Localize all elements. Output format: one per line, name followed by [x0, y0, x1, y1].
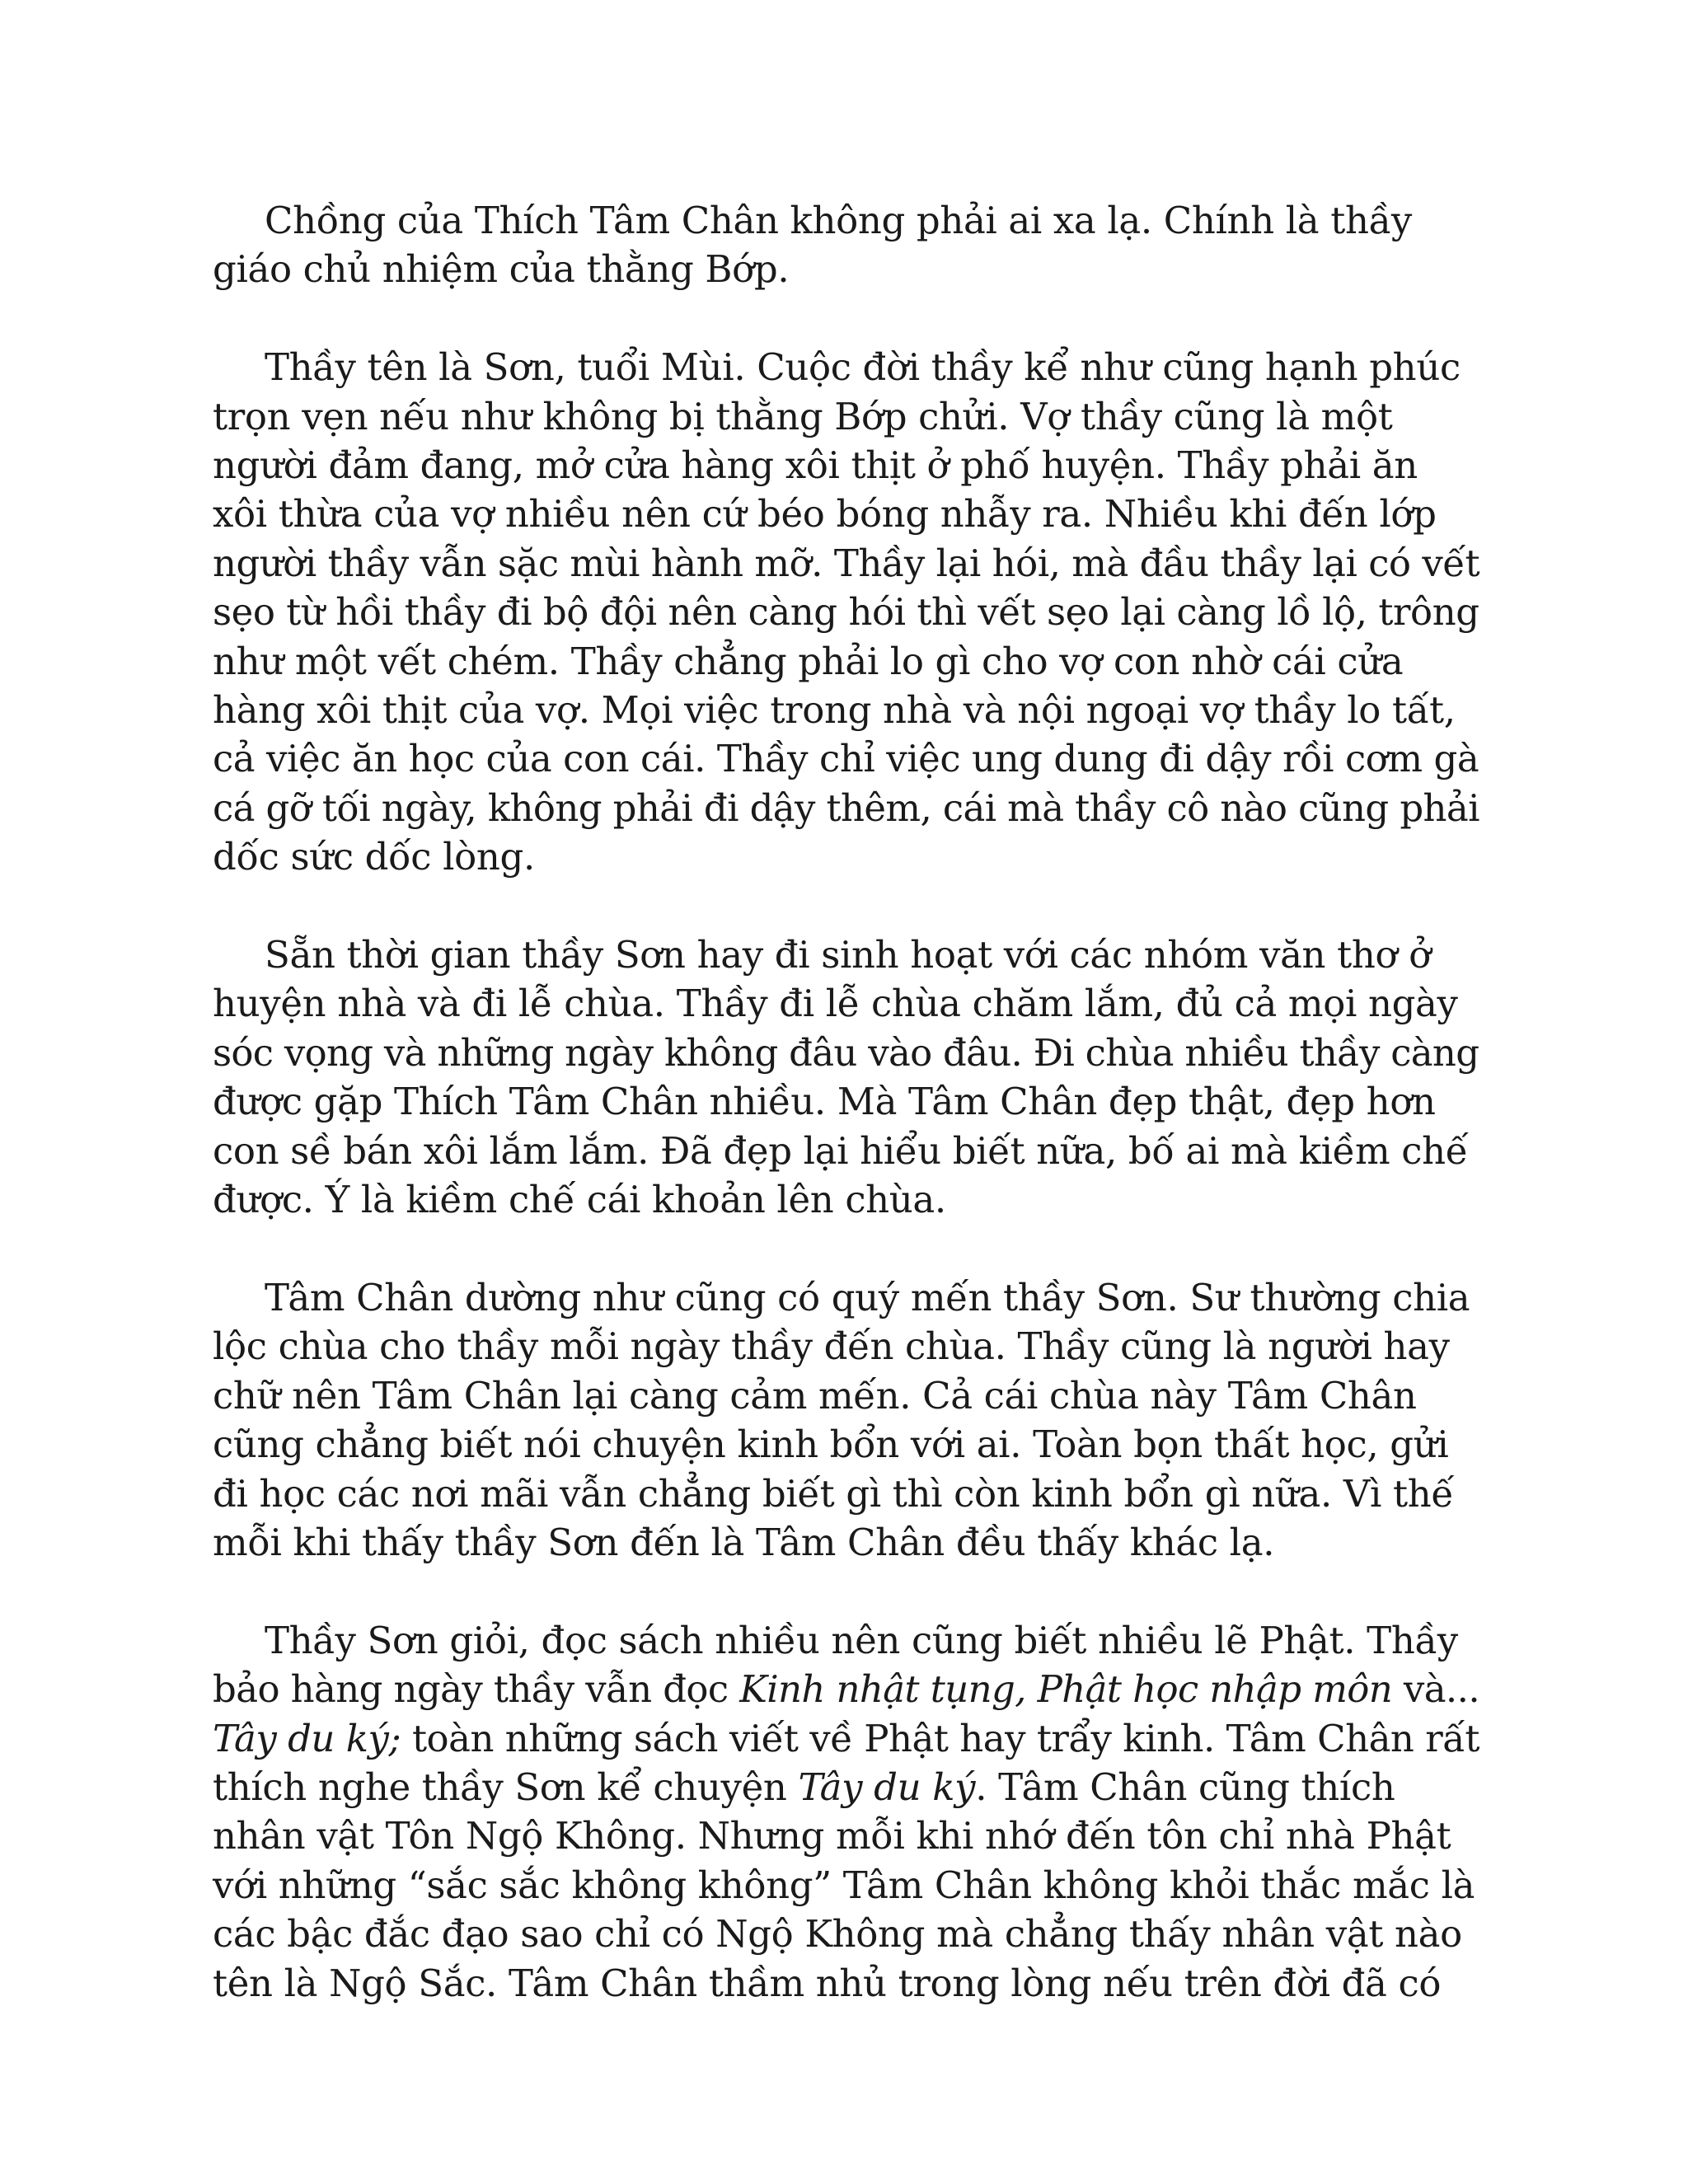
text-line	[213, 1714, 1482, 1763]
text-line	[213, 1175, 1482, 1224]
text-segment: các bậc đắc đạo sao chỉ có Ngộ Không mà chẳng thấy nhân vật nào	[213, 1912, 1462, 1957]
text-line	[213, 1127, 1482, 1175]
text-line	[213, 1420, 1482, 1469]
text-segment: hàng xôi thịt của vợ. Mọi việc trong nhà và nội ngoại vợ thầy lo tất,	[213, 688, 1456, 733]
text-line	[213, 832, 1482, 881]
text-line	[213, 1763, 1482, 1811]
text-segment: trọn vẹn nếu như không bị thằng Bớp chửi. Vợ thầy cũng là một	[213, 394, 1393, 438]
paragraph-4	[213, 1273, 1482, 1567]
italic-title: Tây du ký;	[213, 1716, 401, 1760]
text-line	[213, 784, 1482, 832]
text-segment: sẹo từ hồi thầy đi bộ đội nên càng hói thì vết sẹo lại càng lồ lộ, trông	[213, 590, 1479, 635]
italic-title: Kinh nhật tụng, Phật học nhập môn	[739, 1667, 1393, 1712]
text-line	[213, 1469, 1482, 1518]
text-line	[213, 1665, 1482, 1713]
text-segment: với những “sắc sắc không không” Tâm Chân không khỏi thắc mắc là	[213, 1863, 1475, 1907]
text-segment: cả việc ăn học của con cái. Thầy chỉ việc ung dung đi dậy rồi cơm gà	[213, 737, 1479, 781]
text-line	[213, 1273, 1482, 1322]
text-segment: và...	[1392, 1667, 1480, 1712]
paragraph-3	[213, 930, 1482, 1224]
text-segment: chữ nên Tâm Chân lại càng cảm mến. Cả cái chùa này Tâm Chân	[213, 1373, 1417, 1418]
text-segment: thích nghe thầy Sơn kể chuyện	[213, 1765, 799, 1809]
text-line	[213, 196, 1482, 245]
text-line	[213, 1371, 1482, 1420]
text-line	[213, 1861, 1482, 1910]
text-line	[213, 1077, 1482, 1126]
text-segment: huyện nhà và đi lễ chùa. Thầy đi lễ chùa chăm lắm, đủ cả mọi ngày	[213, 982, 1458, 1026]
text-line	[213, 1616, 1482, 1665]
text-segment: toàn những sách viết về Phật hay trẩy kinh. Tâm Chân rất	[401, 1716, 1479, 1760]
text-segment: bảo hàng ngày thầy vẫn đọc	[213, 1667, 740, 1712]
text-line	[213, 1322, 1482, 1371]
text-segment: được. Ý là kiềm chế cái khoản lên chùa.	[213, 1178, 946, 1222]
text-line	[213, 979, 1482, 1028]
text-line	[213, 1910, 1482, 1958]
text-line	[213, 1811, 1482, 1860]
text-segment: người đảm đang, mở cửa hàng xôi thịt ở phố huyện. Thầy phải ăn	[213, 443, 1418, 488]
text-segment: lộc chùa cho thầy mỗi ngày thầy đến chùa. Thầy cũng là người hay	[213, 1324, 1450, 1369]
text-segment: được gặp Thích Tâm Chân nhiều. Mà Tâm Chân đẹp thật, đẹp hơn	[213, 1080, 1436, 1124]
text-line	[213, 588, 1482, 636]
text-segment: Thầy tên là Sơn, tuổi Mùi. Cuộc đời thầy kể như cũng hạnh phúc	[265, 345, 1461, 390]
text-line	[213, 1518, 1482, 1567]
paragraph-2	[213, 343, 1482, 881]
text-line	[213, 245, 1482, 293]
text-line	[213, 1959, 1482, 2008]
text-line	[213, 343, 1482, 391]
text-line	[213, 490, 1482, 538]
text-segment: cá gỡ tối ngày, không phải đi dậy thêm, cái mà thầy cô nào cũng phải	[213, 785, 1479, 830]
italic-title: Tây du ký	[798, 1765, 976, 1809]
text-segment: cũng chẳng biết nói chuyện kinh bổn với ai. Toàn bọn thất học, gửi	[213, 1422, 1449, 1467]
text-segment: đi học các nơi mãi vẫn chẳng biết gì thì còn kinh bổn gì nữa. Vì thế	[213, 1471, 1454, 1516]
text-segment: Thầy Sơn giỏi, đọc sách nhiều nên cũng biết nhiều lẽ Phật. Thầy	[265, 1618, 1458, 1662]
text-segment: nhân vật Tôn Ngộ Không. Nhưng mỗi khi nhớ đến tôn chỉ nhà Phật	[213, 1814, 1451, 1858]
text-segment: dốc sức dốc lòng.	[213, 835, 535, 879]
text-segment: tên là Ngộ Sắc. Tâm Chân thầm nhủ trong lòng nếu trên đời đã có	[213, 1961, 1442, 2005]
paragraph-5	[213, 1616, 1482, 2008]
text-segment: . Tâm Chân cũng thích	[975, 1765, 1395, 1809]
text-line	[213, 392, 1482, 441]
text-line	[213, 637, 1482, 686]
text-segment: Chồng của Thích Tâm Chân không phải ai xa lạ. Chính là thầy	[265, 199, 1412, 242]
text-segment: con sề bán xôi lắm lắm. Đã đẹp lại hiểu biết nữa, bố ai mà kiềm chế	[213, 1128, 1469, 1173]
text-segment: xôi thừa của vợ nhiều nên cứ béo bóng nhẫy ra. Nhiều khi đến lớp	[213, 492, 1437, 537]
text-segment: người thầy vẫn sặc mùi hành mỡ. Thầy lại hói, mà đầu thầy lại có vết	[213, 541, 1480, 585]
text-line	[213, 1029, 1482, 1077]
text-segment: mỗi khi thấy thầy Sơn đến là Tâm Chân đều thấy khác lạ.	[213, 1520, 1275, 1564]
text-line	[213, 734, 1482, 783]
text-line	[213, 930, 1482, 979]
text-segment: Sẵn thời gian thầy Sơn hay đi sinh hoạt với các nhóm văn thơ ở	[265, 933, 1431, 977]
text-line	[213, 686, 1482, 734]
text-segment: giáo chủ nhiệm của thằng Bớp.	[213, 247, 790, 292]
text-line	[213, 441, 1482, 490]
text-segment: sóc vọng và những ngày không đâu vào đâu. Đi chùa nhiều thầy càng	[213, 1030, 1479, 1075]
text-segment: như một vết chém. Thầy chẳng phải lo gì cho vợ con nhờ cái cửa	[213, 639, 1404, 683]
paragraph-1	[213, 196, 1482, 294]
text-line	[213, 539, 1482, 588]
text-segment: Tâm Chân dường như cũng có quý mến thầy Sơn. Sư thường chia	[265, 1275, 1470, 1319]
body-text	[213, 196, 1482, 2008]
